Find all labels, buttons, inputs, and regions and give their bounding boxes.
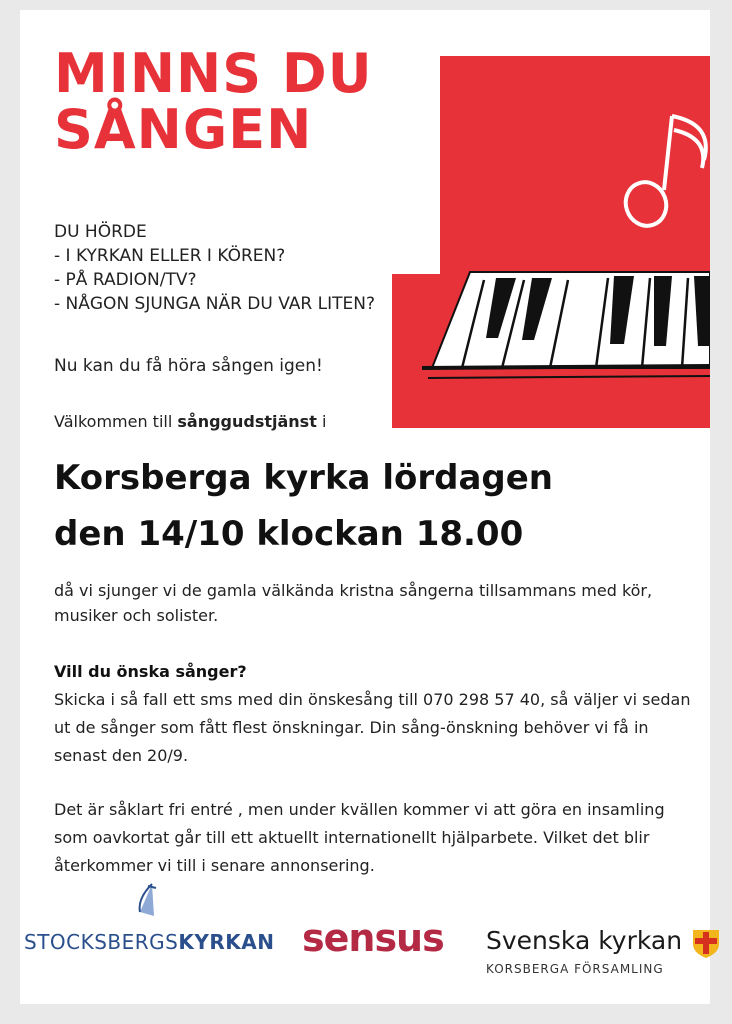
- welcome-before: Välkommen till: [54, 412, 178, 431]
- headline-line-2: den 14/10 klockan 18.00: [54, 514, 524, 554]
- body-paragraph-3: Det är såklart fri entré , men under kvällen kommer vi att göra en insamling som oavkortat går till ett aktuellt internationellt hjälparbete. Vilket det blir återkommer vi till i senare annonsering.: [54, 800, 665, 875]
- title-line-2: SÅNGEN: [54, 98, 313, 161]
- title-line-1: MINNS DU: [54, 42, 373, 105]
- stocksbergskyrkan-logo: [24, 882, 284, 962]
- svenska-kyrkan-cross-icon: [691, 926, 721, 960]
- stocksbergs-light: STOCKSBERGS: [24, 930, 179, 954]
- intro-line: DU HÖRDE: [54, 222, 147, 242]
- poster-title: [54, 42, 373, 161]
- body-paragraph-2: Skicka i så fall ett sms med din önskesång till 070 298 57 40, så väljer vi sedan ut de sånger som fått flest önskningar. Din sång-önskning behöver vi få in senast den 20/9.: [54, 690, 691, 765]
- poster-sheet: [20, 10, 710, 1004]
- svenska-kyrkan-wordmark: Svenska kyrkan: [486, 926, 683, 955]
- stocksbergs-wordmark: [24, 930, 275, 954]
- intro-line: - I KYRKAN ELLER I KÖREN?: [54, 246, 286, 266]
- korsberga-forsamling-text: KORSBERGA FÖRSAMLING: [486, 962, 664, 976]
- sensus-logo: sensus: [302, 916, 444, 960]
- wish-heading: Vill du önska sånger?: [54, 662, 247, 681]
- lead-text: Nu kan du få höra sången igen!: [54, 356, 323, 376]
- intro-line: - NÅGON SJUNGA NÄR DU VAR LITEN?: [54, 294, 375, 314]
- stocksbergs-bold: KYRKAN: [178, 930, 275, 954]
- svenska-kyrkan-logo: [486, 922, 716, 992]
- stocksbergs-sail-icon: [134, 882, 162, 922]
- welcome-bold: sånggudstjänst: [177, 412, 317, 431]
- music-note-icon: [620, 116, 706, 232]
- welcome-text: [54, 412, 326, 431]
- body-paragraph-1: då vi sjunger vi de gamla välkända kristna sångerna tillsammans med kör, musiker och solister.: [54, 581, 653, 625]
- intro-list: [54, 220, 375, 316]
- piano-illustration: [392, 50, 710, 430]
- welcome-after: i: [316, 412, 327, 431]
- event-headline: [54, 450, 553, 562]
- intro-line: - PÅ RADION/TV?: [54, 270, 197, 290]
- headline-line-1: Korsberga kyrka lördagen: [54, 458, 553, 498]
